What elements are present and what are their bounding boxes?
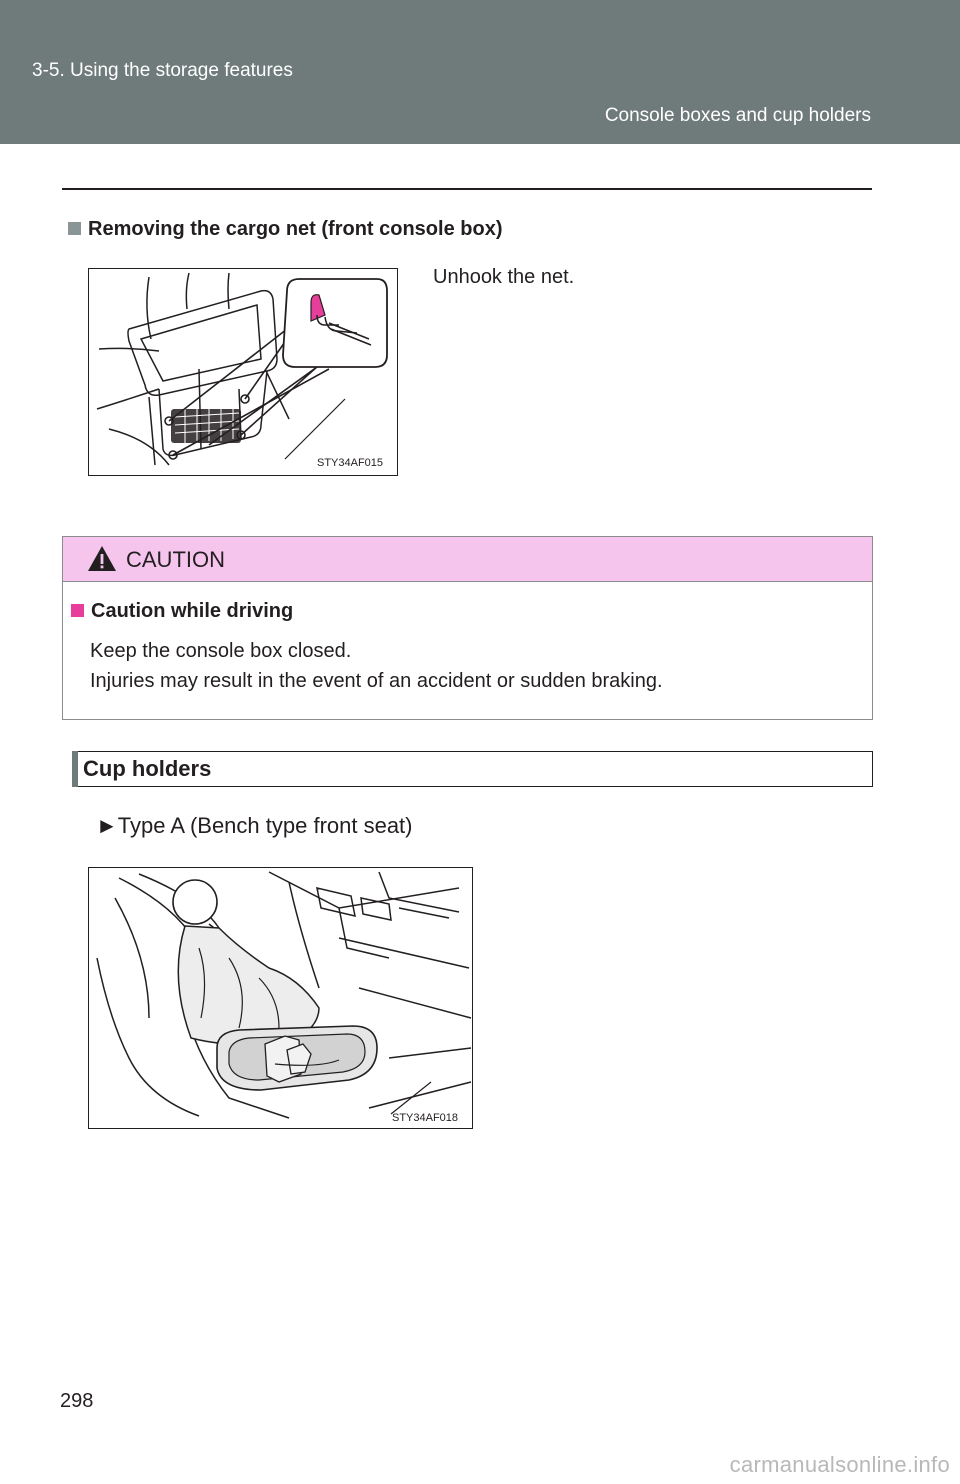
caution-box — [62, 536, 873, 720]
caution-text-line: Keep the console box closed. — [90, 640, 352, 662]
page-header — [0, 0, 960, 144]
subsection-title: Console boxes and cup holders — [604, 105, 871, 126]
square-bullet-icon — [71, 604, 84, 617]
section-title: 3-5. Using the storage features — [32, 60, 293, 81]
square-bullet-icon — [68, 222, 81, 235]
type-a-label: ►Type A (Bench type front seat) — [96, 813, 413, 838]
figure-code: STY34AF015 — [317, 457, 384, 469]
watermark: carmanualsonline.info — [729, 1452, 950, 1477]
caution-subheading-text: Caution while driving — [91, 600, 294, 622]
top-rule — [62, 188, 872, 190]
cup-holder-illustration — [89, 868, 472, 1128]
removing-net-heading-text: Removing the cargo net (front console box) — [88, 218, 503, 240]
figure-code: STY34AF018 — [392, 1112, 459, 1124]
removing-net-heading — [68, 218, 502, 241]
warning-triangle-icon — [87, 545, 117, 572]
unhook-instruction: Unhook the net. — [433, 266, 575, 288]
section-accent — [72, 751, 78, 787]
caution-label: CAUTION — [126, 547, 225, 572]
caution-header — [63, 537, 872, 582]
cargo-net-figure — [88, 268, 398, 476]
page-number: 298 — [60, 1390, 94, 1412]
caution-text-line: Injuries may result in the event of an accident or sudden braking. — [90, 670, 663, 692]
caution-subheading — [71, 600, 293, 623]
cargo-net-illustration — [89, 269, 397, 475]
caution-body — [63, 582, 872, 719]
cup-holders-title: Cup holders — [83, 756, 212, 781]
cup-holders-section-bar — [72, 751, 873, 787]
cup-holder-figure — [88, 867, 473, 1129]
